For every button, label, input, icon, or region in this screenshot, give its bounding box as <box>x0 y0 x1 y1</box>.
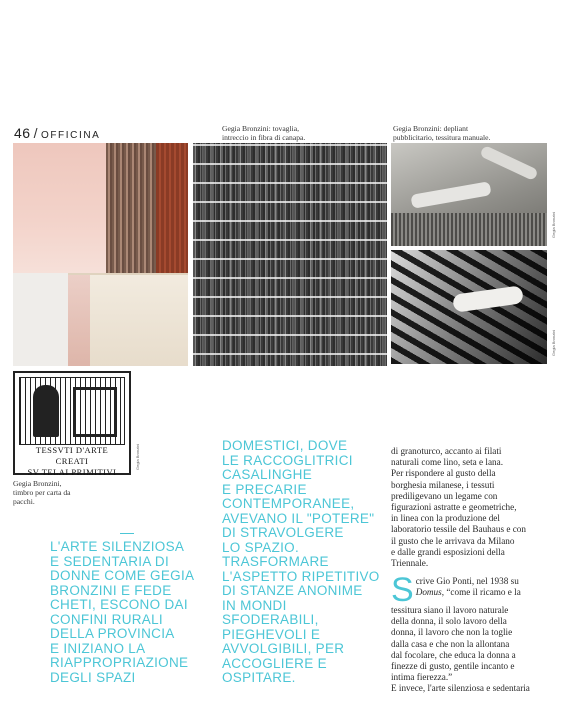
photo-depliant-hands <box>391 143 547 246</box>
page-header <box>14 125 100 141</box>
photo-credit-bw2: Gegia Bronzini <box>551 329 556 356</box>
photo-tablecloth-room <box>13 143 188 366</box>
section-title: OFFICINA <box>40 130 101 141</box>
stamp-motto: TESSVTI D'ARTE CREATI SV TELAI PRIMITIVI <box>27 445 117 477</box>
drop-cap: S <box>391 571 414 609</box>
pull-quote-left: L'ARTE SILENZIOSA E SEDENTARIA DI DONNE COME GEGIA BRONZINI E FEDE CHETI, ESCONO DAI CONFINI RURALI DELLA PROVINCIA E INIZIANO LA RIAPPROPRIAZIONE DEGLI SPAZI <box>50 539 195 685</box>
magazine-title: Domus <box>415 587 442 598</box>
photo-loom-hands <box>391 250 547 364</box>
photo-weave-closeup <box>193 143 387 366</box>
body-paragraph-1: di granoturco, accanto ai filati naturali come lino, seta e lana. Per rispondere al gusto della borghesia milanese, i tessuti prediligevano un legame con figurazioni astratte e geometriche, in linea con la produzione del laboratorio tessile del Bauhaus e con il gusto che le arrivava da Milano e dalle grandi esposizioni della Triennale. <box>391 446 526 569</box>
photo-stamp <box>13 371 131 475</box>
pull-quote-right: DOMESTICI, DOVE LE RACCOGLITRICI CASALINGHE E PRECARIE CONTEMPORANEE, AVEVANO IL "POTERE" DI STRAVOLGERE LO SPAZIO. TRASFORMARE L'ASPETTO RIPETITIVO DI STANZE ANONIME IN MONDI SFODERABILI, PIEGHEVOLI E AVVOLGIBILI, PER ACCOGLIERE E OSPITARE. <box>222 438 380 685</box>
photo-credit-stamp: Gegia Bronzini <box>135 443 140 470</box>
caption-stamp: Gegia Bronzini, timbro per carta da pacchi. <box>13 479 71 506</box>
caption-weave: Gegia Bronzini: tovaglia, intreccio in fibra di canapa. <box>222 124 306 142</box>
header-separator: / <box>33 125 38 141</box>
caption-depliant: Gegia Bronzini: depliant pubblicitario, tessitura manuale. <box>393 124 491 142</box>
photo-credit-bw1: Gegia Bronzini <box>551 211 556 238</box>
pull-quote-marker <box>120 533 134 534</box>
body-paragraph-2: S crive Gio Ponti, nel 1938 su Domus, “come il ricamo e la tessitura siano il lavoro naturale della donna, il solo lavoro della donna, il lavoro che non la toglie dalla casa e che non la allontana dal focolare, che educa la donna a finezze di gusto, gentile incanto e intima fierezza.” E invece, l'arte silenziosa e sedentaria <box>391 571 530 694</box>
page-number: 46 <box>14 125 31 141</box>
